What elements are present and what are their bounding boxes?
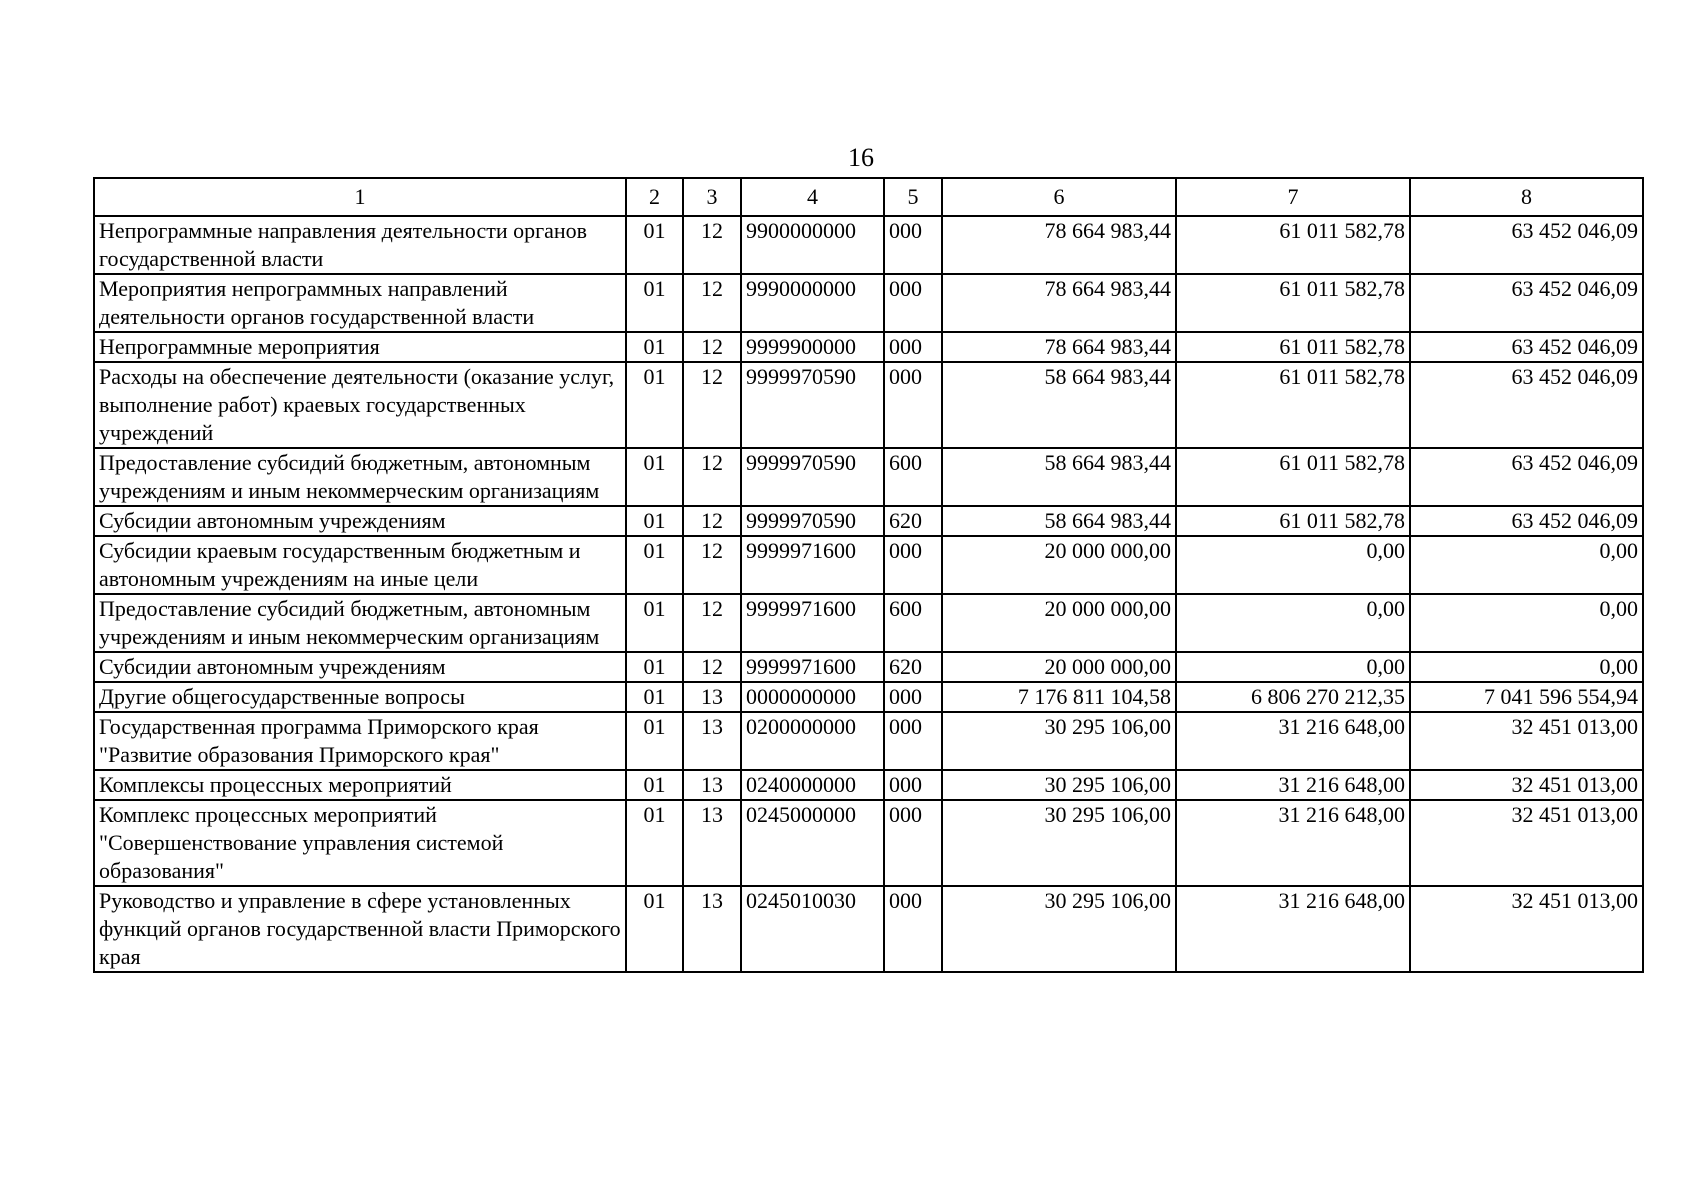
row-name: Непрограммные направления деятельности органов государственной власти	[94, 216, 626, 274]
subsection-code: 12	[683, 448, 741, 506]
amount-col-6: 20 000 000,00	[942, 652, 1176, 682]
target-article-code: 9999971600	[741, 536, 884, 594]
amount-col-8: 32 451 013,00	[1410, 800, 1643, 886]
table-row	[94, 594, 1643, 652]
section-code: 01	[626, 274, 683, 332]
expense-type-code: 000	[884, 332, 942, 362]
section-code: 01	[626, 800, 683, 886]
column-header-7: 7	[1176, 178, 1410, 216]
subsection-code: 12	[683, 332, 741, 362]
column-header-4: 4	[741, 178, 884, 216]
section-code: 01	[626, 216, 683, 274]
amount-col-7: 61 011 582,78	[1176, 332, 1410, 362]
subsection-code: 13	[683, 800, 741, 886]
amount-col-8: 63 452 046,09	[1410, 274, 1643, 332]
budget-table	[93, 177, 1644, 973]
subsection-code: 13	[683, 682, 741, 712]
section-code: 01	[626, 536, 683, 594]
amount-col-6: 30 295 106,00	[942, 712, 1176, 770]
amount-col-8: 63 452 046,09	[1410, 216, 1643, 274]
amount-col-7: 31 216 648,00	[1176, 800, 1410, 886]
section-code: 01	[626, 362, 683, 448]
amount-col-6: 30 295 106,00	[942, 886, 1176, 972]
amount-col-7: 0,00	[1176, 652, 1410, 682]
amount-col-8: 32 451 013,00	[1410, 712, 1643, 770]
subsection-code: 12	[683, 536, 741, 594]
row-name: Руководство и управление в сфере установленных функций органов государственной власти Приморского края	[94, 886, 626, 972]
column-header-5: 5	[884, 178, 942, 216]
section-code: 01	[626, 332, 683, 362]
amount-col-7: 61 011 582,78	[1176, 274, 1410, 332]
amount-col-7: 61 011 582,78	[1176, 362, 1410, 448]
table-row	[94, 274, 1643, 332]
target-article-code: 0000000000	[741, 682, 884, 712]
target-article-code: 0240000000	[741, 770, 884, 800]
target-article-code: 0245000000	[741, 800, 884, 886]
row-name: Предоставление субсидий бюджетным, автономным учреждениям и иным некоммерческим организациям	[94, 448, 626, 506]
table-row	[94, 216, 1643, 274]
row-name: Субсидии автономным учреждениям	[94, 652, 626, 682]
section-code: 01	[626, 506, 683, 536]
table-row	[94, 652, 1643, 682]
amount-col-7: 61 011 582,78	[1176, 448, 1410, 506]
table-row	[94, 536, 1643, 594]
table-row	[94, 682, 1643, 712]
amount-col-8: 63 452 046,09	[1410, 448, 1643, 506]
table-row	[94, 770, 1643, 800]
amount-col-6: 30 295 106,00	[942, 800, 1176, 886]
amount-col-6: 20 000 000,00	[942, 594, 1176, 652]
section-code: 01	[626, 770, 683, 800]
target-article-code: 0200000000	[741, 712, 884, 770]
target-article-code: 9999970590	[741, 506, 884, 536]
table-row	[94, 886, 1643, 972]
target-article-code: 9999971600	[741, 652, 884, 682]
expense-type-code: 600	[884, 594, 942, 652]
amount-col-6: 7 176 811 104,58	[942, 682, 1176, 712]
column-header-3: 3	[683, 178, 741, 216]
subsection-code: 13	[683, 886, 741, 972]
amount-col-7: 0,00	[1176, 594, 1410, 652]
section-code: 01	[626, 652, 683, 682]
expense-type-code: 000	[884, 682, 942, 712]
target-article-code: 0245010030	[741, 886, 884, 972]
target-article-code: 9999900000	[741, 332, 884, 362]
row-name: Комплексы процессных мероприятий	[94, 770, 626, 800]
expense-type-code: 000	[884, 886, 942, 972]
column-header-1: 1	[94, 178, 626, 216]
amount-col-6: 58 664 983,44	[942, 506, 1176, 536]
subsection-code: 12	[683, 274, 741, 332]
table-row	[94, 448, 1643, 506]
target-article-code: 9999970590	[741, 362, 884, 448]
amount-col-7: 61 011 582,78	[1176, 506, 1410, 536]
row-name: Комплекс процессных мероприятий "Совершенствование управления системой образования"	[94, 800, 626, 886]
target-article-code: 9999971600	[741, 594, 884, 652]
page-number: 16	[848, 143, 874, 172]
section-code: 01	[626, 594, 683, 652]
amount-col-6: 20 000 000,00	[942, 536, 1176, 594]
target-article-code: 9999970590	[741, 448, 884, 506]
expense-type-code: 000	[884, 800, 942, 886]
amount-col-6: 78 664 983,44	[942, 332, 1176, 362]
amount-col-8: 63 452 046,09	[1410, 332, 1643, 362]
table-row	[94, 332, 1643, 362]
subsection-code: 12	[683, 594, 741, 652]
amount-col-7: 31 216 648,00	[1176, 886, 1410, 972]
subsection-code: 13	[683, 770, 741, 800]
expense-type-code: 620	[884, 506, 942, 536]
amount-col-7: 0,00	[1176, 536, 1410, 594]
row-name: Непрограммные мероприятия	[94, 332, 626, 362]
subsection-code: 12	[683, 652, 741, 682]
subsection-code: 12	[683, 216, 741, 274]
column-header-2: 2	[626, 178, 683, 216]
expense-type-code: 000	[884, 770, 942, 800]
row-name: Субсидии краевым государственным бюджетным и автономным учреждениям на иные цели	[94, 536, 626, 594]
row-name: Государственная программа Приморского края "Развитие образования Приморского края"	[94, 712, 626, 770]
table-row	[94, 712, 1643, 770]
amount-col-8: 32 451 013,00	[1410, 886, 1643, 972]
header-row	[94, 178, 1643, 216]
expense-type-code: 620	[884, 652, 942, 682]
table-row	[94, 800, 1643, 886]
target-article-code: 9900000000	[741, 216, 884, 274]
section-code: 01	[626, 448, 683, 506]
amount-col-7: 61 011 582,78	[1176, 216, 1410, 274]
amount-col-7: 31 216 648,00	[1176, 770, 1410, 800]
row-name: Субсидии автономным учреждениям	[94, 506, 626, 536]
amount-col-8: 63 452 046,09	[1410, 362, 1643, 448]
amount-col-7: 31 216 648,00	[1176, 712, 1410, 770]
target-article-code: 9990000000	[741, 274, 884, 332]
subsection-code: 12	[683, 362, 741, 448]
amount-col-8: 0,00	[1410, 536, 1643, 594]
subsection-code: 12	[683, 506, 741, 536]
amount-col-6: 30 295 106,00	[942, 770, 1176, 800]
row-name: Другие общегосударственные вопросы	[94, 682, 626, 712]
row-name: Мероприятия непрограммных направлений деятельности органов государственной власти	[94, 274, 626, 332]
amount-col-8: 32 451 013,00	[1410, 770, 1643, 800]
section-code: 01	[626, 886, 683, 972]
expense-type-code: 000	[884, 362, 942, 448]
expense-type-code: 000	[884, 274, 942, 332]
row-name: Предоставление субсидий бюджетным, автономным учреждениям и иным некоммерческим организациям	[94, 594, 626, 652]
section-code: 01	[626, 712, 683, 770]
amount-col-8: 7 041 596 554,94	[1410, 682, 1643, 712]
amount-col-8: 63 452 046,09	[1410, 506, 1643, 536]
amount-col-8: 0,00	[1410, 652, 1643, 682]
expense-type-code: 000	[884, 536, 942, 594]
table-row	[94, 506, 1643, 536]
amount-col-6: 78 664 983,44	[942, 274, 1176, 332]
amount-col-8: 0,00	[1410, 594, 1643, 652]
expense-type-code: 000	[884, 216, 942, 274]
expense-type-code: 600	[884, 448, 942, 506]
amount-col-6: 78 664 983,44	[942, 216, 1176, 274]
expense-type-code: 000	[884, 712, 942, 770]
amount-col-6: 58 664 983,44	[942, 448, 1176, 506]
column-header-6: 6	[942, 178, 1176, 216]
column-header-8: 8	[1410, 178, 1643, 216]
row-name: Расходы на обеспечение деятельности (оказание услуг, выполнение работ) краевых государственных учреждений	[94, 362, 626, 448]
amount-col-6: 58 664 983,44	[942, 362, 1176, 448]
table-row	[94, 362, 1643, 448]
amount-col-7: 6 806 270 212,35	[1176, 682, 1410, 712]
section-code: 01	[626, 682, 683, 712]
subsection-code: 13	[683, 712, 741, 770]
